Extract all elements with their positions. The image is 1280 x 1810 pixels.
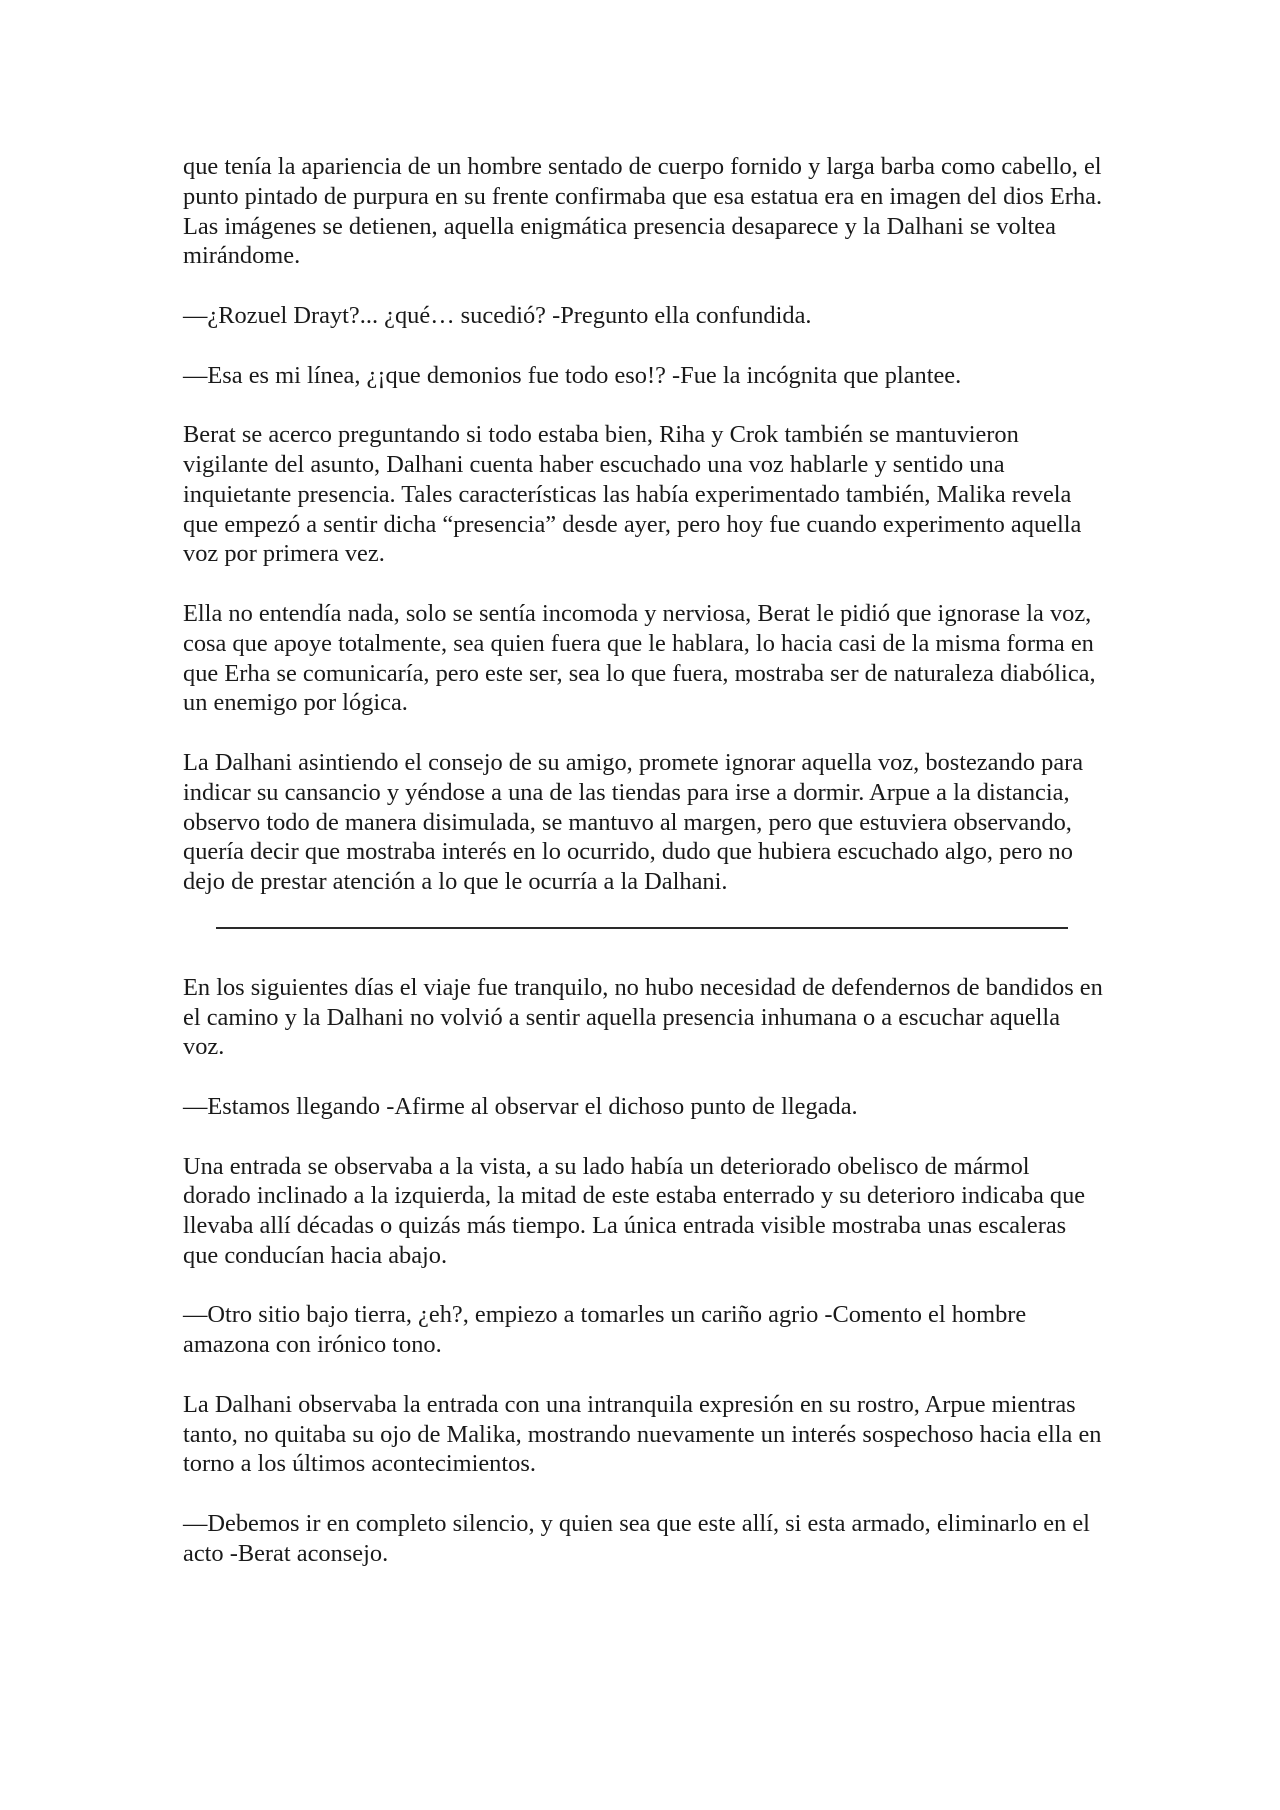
paragraph: Ella no entendía nada, solo se sentía incomoda y nerviosa, Berat le pidió que ignorase la voz, cosa que apoye totalmente, sea quien fuera que le hablara, lo hacia casi de la misma forma en que Erha se comunicaría, pero este ser, sea lo que fuera, mostraba ser de naturaleza diabólica, un enemigo por lógica.	[183, 599, 1096, 717]
paragraph: —Otro sitio bajo tierra, ¿eh?, empiezo a tomarles un cariño agrio -Comento el hombre amazona con irónico tono.	[183, 1301, 1027, 1359]
section-divider	[216, 927, 1068, 929]
paragraph: En los siguientes días el viaje fue tranquilo, no hubo necesidad de defendernos de bandidos en el camino y la Dalhani no volvió a sentir aquella presencia inhumana o a escuchar aquella voz.	[183, 973, 1103, 1061]
paragraph: —Debemos ir en completo silencio, y quien sea que este allí, si esta armado, eliminarlo en el acto -Berat aconsejo.	[183, 1510, 1090, 1567]
paragraph: —Estamos llegando -Afirme al observar el dichoso punto de llegada.	[183, 1092, 858, 1120]
paragraph: Berat se acerco preguntando si todo estaba bien, Riha y Crok también se mantuvieron vigilante del asunto, Dalhani cuenta haber escuchado una voz hablarle y sentido una inquietante presencia. Tales características las había experimentado también, Malika revela que empezó a sentir dicha “presencia” desde ayer, pero hoy fue cuando experimento aquella voz por primera vez.	[183, 421, 1082, 568]
paragraph: —¿Rozuel Drayt?... ¿qué… sucedió? -Pregunto ella confundida.	[183, 301, 812, 329]
paragraph: Una entrada se observaba a la vista, a su lado había un deteriorado obelisco de mármol dorado inclinado a la izquierda, la mitad de este estaba enterrado y su deterioro indicaba que llevaba allí décadas o quizás más tiempo. La única entrada visible mostraba unas escaleras que conducían hacia abajo.	[183, 1152, 1086, 1269]
text-column	[183, 152, 1103, 1598]
paragraph: La Dalhani asintiendo el consejo de su amigo, promete ignorar aquella voz, bostezando para indicar su cansancio y yéndose a una de las tiendas para irse a dormir. Arpue a la distancia, observo todo de manera disimulada, se mantuvo al margen, pero que estuviera observando, quería decir que mostraba interés en lo ocurrido, dudo que hubiera escuchado algo, pero no dejo de prestar atención a lo que le ocurría a la Dalhani.	[183, 748, 1084, 896]
paragraph: —Esa es mi línea, ¿¡que demonios fue todo eso!? -Fue la incógnita que plantee.	[183, 361, 962, 389]
paragraph: que tenía la apariencia de un hombre sentado de cuerpo fornido y larga barba como cabello, el punto pintado de purpura en su frente confirmaba que esa estatua era en imagen del dios Erha. Las imágenes se detienen, aquella enigmática presencia desaparece y la Dalhani se voltea mirándome.	[183, 153, 1103, 270]
paragraph: La Dalhani observaba la entrada con una intranquila expresión en su rostro, Arpue mientras tanto, no quitaba su ojo de Malika, mostrando nuevamente un interés sospechoso hacia ella en torno a los últimos acontecimientos.	[183, 1390, 1102, 1478]
